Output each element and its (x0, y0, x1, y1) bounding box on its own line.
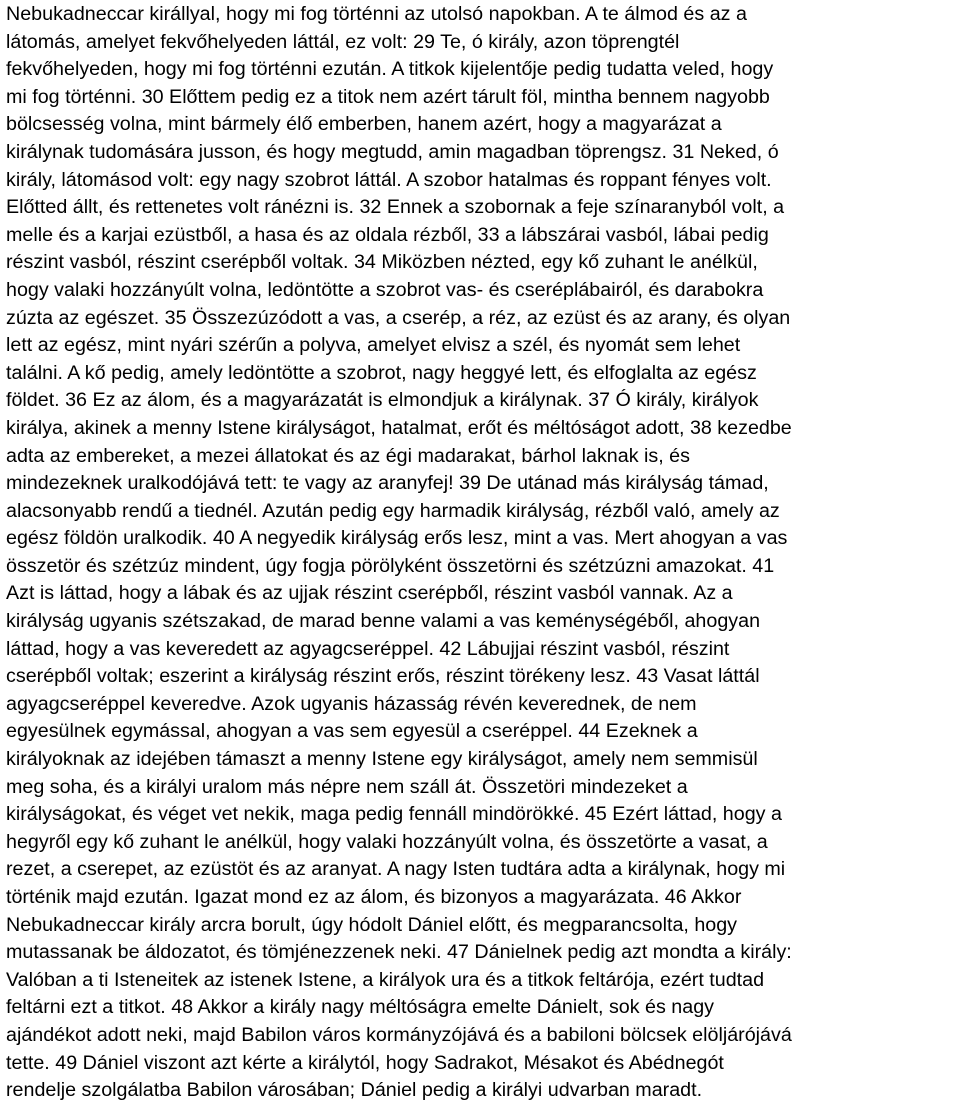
text-line: mindezeknek uralkodójává tett: te vagy az aranyfej! 39 De utánad más királyság támad, (6, 472, 769, 495)
text-line: hogy valaki hozzányúlt volna, ledöntötte a szobrot vas- és cseréplábairól, és darabokra (6, 278, 764, 301)
text-line: Nebukadneccar király arcra borult, úgy hódolt Dániel előtt, és megparancsolta, hogy (6, 913, 738, 936)
text-line: királyság ugyanis szétszakad, de marad benne valami a vas keménységéből, ahogyan (6, 610, 761, 633)
text-line: fekvőhelyeden, hogy mi fog történni ezután. A titkok kijelentője pedig tudatta veled, hogy (6, 58, 774, 81)
text-line: bölcsesség volna, mint bármely élő emberben, hanem azért, hogy a magyarázat a (6, 113, 722, 136)
text-line: zúzta az egészet. 35 Összezúzódott a vas, a cserép, a réz, az ezüst és az arany, és olyan (6, 306, 791, 329)
text-line: láttad, hogy a vas keveredett az agyagcseréppel. 42 Lábujjai részint vasból, részint (6, 637, 730, 660)
text-line: részint vasból, részint cserépből voltak. 34 Miközben nézted, egy kő zuhant le anélkül, (6, 251, 758, 274)
text-line: mutassanak be áldozatot, és tömjénezzenek neki. 47 Dánielnek pedig azt mondta a király: (6, 941, 792, 964)
text-line: Valóban a ti Isteneitek az istenek Istene, a királyok ura és a titkok feltárója, ezért tudtad (6, 968, 765, 991)
text-line: királyságokat, és véget vet nekik, maga pedig fennáll mindörökké. 45 Ezért láttad, hogy a (6, 803, 782, 826)
text-line: meg soha, és a királyi uralom más népre nem száll át. Összetöri mindezeket a (6, 775, 688, 798)
text-line: királynak tudomására jusson, és hogy megtudd, amin magadban töprengsz. 31 Neked, ó (6, 140, 779, 163)
text-line: történik majd ezután. Igazat mond ez az álom, és bizonyos a magyarázata. 46 Akkor (6, 886, 742, 908)
text-line: melle és a karjai ezüstből, a hasa és az oldala rézből, 33 a lábszárai vasból, lábai pedig (6, 223, 769, 246)
text-line: agyagcseréppel keveredve. Azok ugyanis házasság révén keverednek, de nem (6, 692, 697, 715)
text-line: egyesülnek egymással, ahogyan a vas sem egyesül a cseréppel. 44 Ezeknek a (6, 720, 698, 743)
text-line: Azt is láttad, hogy a lábak és az ujjak részint cserépből, részint vasból vannak. Az a (6, 582, 733, 605)
text-line: Előtted állt, és rettenetes volt ránézni is. 32 Ennek a szobornak a feje színaranyból volt, a (6, 196, 785, 219)
text-line: mi fog történni. 30 Előttem pedig ez a titok nem azért tárult föl, mintha bennem nagyobb (6, 85, 770, 108)
text-line: egész földön uralkodik. 40 A negyedik királyság erős lesz, mint a vas. Mert ahogyan a vas (6, 527, 788, 550)
text-line: cserépből voltak; eszerint a királyság részint erős, részint törékeny lesz. 43 Vasat láttál (6, 665, 760, 688)
text-line: király, látomásod volt: egy nagy szobrot láttál. A szobor hatalmas és roppant fényes volt. (6, 168, 772, 191)
text-line: Nebukadneccar királlyal, hogy mi fog történni az utolsó napokban. A te álmod és az a (6, 3, 747, 25)
text-line: lett az egész, mint nyári szérűn a polyva, amelyet elvisz a szél, és nyomát sem lehet (6, 334, 741, 357)
text-line: adta az embereket, a mezei állatokat és az égi madarakat, bárhol laknak is, és (6, 444, 690, 467)
text-line: királyoknak az idejében támaszt a menny Istene egy királyságot, amely nem semmisül (6, 748, 758, 771)
text-line: alacsonyabb rendű a tiednél. Azután pedig egy harmadik királyság, rézből való, amely az (6, 499, 780, 522)
text-line: összetör és szétzúz mindent, úgy fogja pörölyként összetörni és szétzúzni amazokat. 41 (6, 554, 775, 577)
text-line: rezet, a cserepet, az ezüstöt és az aranyat. A nagy Isten tudtára adta a királynak, hogy mi (6, 858, 786, 881)
text-line: tette. 49 Dániel viszont azt kérte a királytól, hogy Sadrakot, Mésakot és Abédnegót (6, 1051, 724, 1074)
text-line: találni. A kő pedig, amely ledöntötte a szobrot, nagy heggyé lett, és elfoglalta az egész (6, 361, 757, 384)
text-line: feltárni ezt a titkot. 48 Akkor a király nagy méltóságra emelte Dánielt, sok és nagy (6, 996, 714, 1019)
text-line: hegyről egy kő zuhant le anélkül, hogy valaki hozzányúlt volna, és összetörte a vasat, a (6, 830, 768, 853)
text-line: ajándékot adott neki, majd Babilon város kormányzójává és a babiloni bölcsek elöljárójává (6, 1023, 792, 1046)
text-line: látomás, amelyet fekvőhelyeden láttál, ez volt: 29 Te, ó király, azon töprengtél (6, 30, 680, 53)
text-line: rendelje szolgálatba Babilon városában; Dániel pedig a királyi udvarban maradt. (6, 1079, 703, 1102)
text-line: királya, akinek a menny Istene királyságot, hatalmat, erőt és méltóságot adott, 38 kezedbe (6, 416, 792, 439)
text-line: földet. 36 Ez az álom, és a magyarázatát is elmondjuk a királynak. 37 Ó király, királyok (6, 389, 759, 412)
